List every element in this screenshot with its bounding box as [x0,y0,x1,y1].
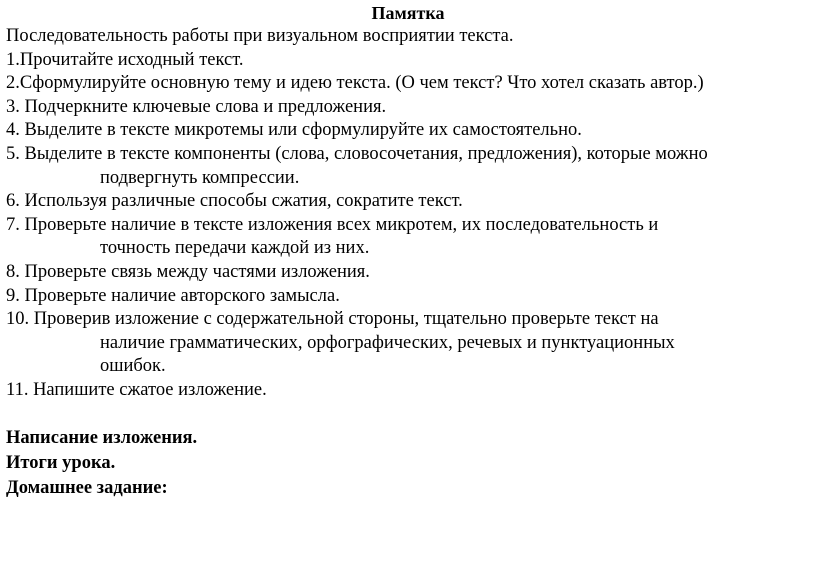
step-4 [6,119,816,143]
writing-heading: Написание изложения. [6,428,198,449]
step-9 [6,285,816,309]
spacer [6,403,816,427]
step-6 [6,190,816,214]
homework-heading: Домашнее задание: [6,478,168,499]
summary-heading: Итоги урока. [6,453,116,474]
step-8-line-1: 8. Проверьте связь между частями изложения. [6,261,370,282]
step-3 [6,96,816,120]
step-2-line-1: 2.Сформулируйте основную тему и идею текста. (О чем текст? Что хотел сказать автор.) [6,73,704,94]
step-5-line-1: 5. Выделите в тексте компоненты (слова, словосочетания, предложения), которые можно [6,143,708,164]
step-9-line-1: 9. Проверьте наличие авторского замысла. [6,285,340,306]
step-10-line-2: наличие грамматических, орфографических, речевых и пунктуационных [100,332,675,353]
step-10-line-3: ошибок. [100,356,166,377]
step-6-line-1: 6. Используя различные способы сжатия, сократите текст. [6,191,463,212]
step-1 [6,49,816,73]
step-10 [6,308,816,379]
step-11-line-1: 11. Напишите сжатое изложение. [6,379,267,400]
step-11 [6,379,816,403]
step-3-line-1: 3. Подчеркните ключевые слова и предложения. [6,96,387,117]
step-5 [6,143,816,190]
step-7 [6,214,816,261]
steps-list [6,49,816,403]
step-1-line-1: 1.Прочитайте исходный текст. [6,49,244,70]
step-5-line-2: подвергнуть компрессии. [100,167,300,188]
step-4-line-1: 4. Выделите в тексте микротемы или сформулируйте их самостоятельно. [6,120,582,141]
step-2 [6,72,816,96]
step-7-line-2: точность передачи каждой из них. [100,238,370,259]
step-7-line-1: 7. Проверьте наличие в тексте изложения всех микротем, их последовательность и [6,214,659,235]
step-10-line-1: 10. Проверив изложение с содержательной стороны, тщательно проверьте текст на [6,309,659,330]
step-8 [6,261,816,285]
memo-title: Памятка [371,3,445,23]
memo-intro: Последовательность работы при визуальном восприятии текста. [6,26,514,46]
